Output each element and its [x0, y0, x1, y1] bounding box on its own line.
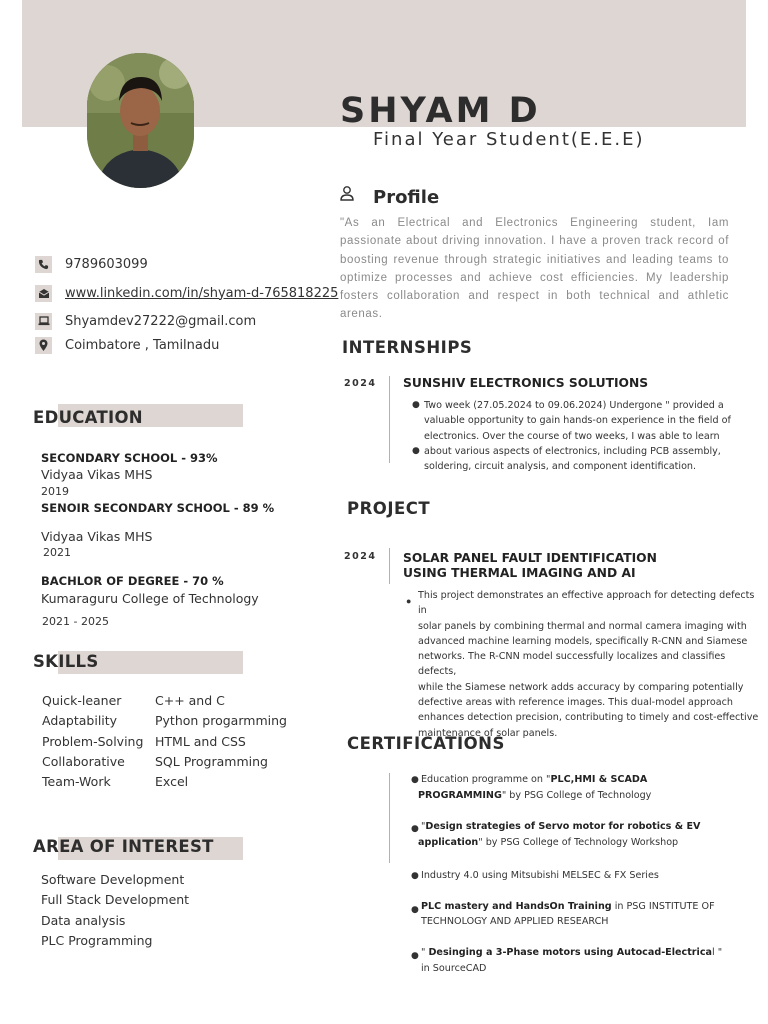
- senior-school-heading: SENOIR SECONDARY SCHOOL - 89 %: [41, 501, 275, 515]
- certification-item: [411, 899, 741, 915]
- soft-skills-list: [42, 691, 143, 792]
- cert-bold: Design strategies of Servo motor for robotics & EV: [425, 821, 701, 832]
- profile-heading: Profile: [373, 187, 440, 208]
- cert-bold: application: [418, 837, 479, 848]
- list-item: [412, 398, 754, 413]
- certifications-timeline: [389, 773, 390, 863]
- project-name-line: SOLAR PANEL FAULT IDENTIFICATION: [403, 551, 657, 565]
- bullet-dot: ●: [411, 824, 419, 834]
- internship-timeline: [389, 376, 390, 463]
- cert-text: in SourceCAD: [421, 963, 487, 974]
- certification-item: [418, 788, 738, 804]
- project-line: networks. The R-CNN model successfully localizes and classifies defects,: [418, 651, 726, 678]
- contact-email: [35, 311, 256, 331]
- cert-text: Industry 4.0 using Mitsubishi MELSEC & FX Series: [421, 870, 659, 881]
- profile-summary: "As an Electrical and Electronics Engineering student, Iam passionate about driving innovation. I have a proven track record of boosting revenue through strategic initiatives and leading teams to optimize processes and achieve cost efficiencies. My leadership fosters collaboration and respect in both technical and athletic arenas.: [340, 217, 729, 321]
- cert-bold: Desinging a 3-Phase motors using Autocad-Electrica: [428, 947, 712, 958]
- project-line: maintenance of solar panels.: [418, 727, 558, 739]
- list-item: soldering, circuit analysis, and component identification.: [424, 461, 697, 473]
- bullet-dot: ●: [411, 871, 419, 881]
- email-address[interactable]: Shyamdev27222@gmail.com: [65, 313, 257, 329]
- cert-text: " by PSG College of Technology: [501, 790, 652, 801]
- list-item: Collaborative: [42, 753, 125, 769]
- internship-line: about various aspects of electronics, including PCB assembly,: [424, 445, 721, 457]
- list-item: Python progarmming: [155, 713, 287, 729]
- secondary-school-heading: SECONDARY SCHOOL - 93%: [41, 451, 218, 465]
- profile-photo-image: [87, 53, 194, 188]
- list-item: C++ and C: [155, 693, 225, 708]
- list-item: valuable opportunity to gain hands-on experience in the field of: [424, 415, 731, 427]
- senior-school-year: 2021: [43, 546, 71, 559]
- bullet-dot: ●: [412, 400, 420, 410]
- bullet-dot: ●: [412, 445, 420, 456]
- certification-item: [411, 819, 741, 835]
- cert-bold: PLC mastery and HandsOn Training: [421, 901, 612, 912]
- project-heading: PROJECT: [347, 499, 431, 518]
- linkedin-link[interactable]: www.linkedin.com/in/shyam-d-765818225: [65, 285, 339, 301]
- bullet-dot: ●: [411, 775, 419, 785]
- secondary-school-year: 2019: [41, 485, 69, 498]
- user-icon: [339, 185, 355, 206]
- certification-item: [411, 868, 741, 884]
- project-name: [403, 551, 683, 581]
- cert-text: l ": [711, 947, 723, 958]
- skills-heading: SKILLS: [33, 652, 99, 671]
- education-heading: EDUCATION: [33, 408, 143, 427]
- list-item: Software Development: [41, 872, 185, 887]
- internship-line: Two week (27.05.2024 to 09.06.2024) Undergone " provided a: [424, 400, 724, 411]
- certification-item: [411, 945, 741, 961]
- interest-list: [41, 870, 189, 951]
- project-line: advanced machine learning models, specifically R-CNN and Siamese: [418, 635, 748, 647]
- internships-heading: INTERNSHIPS: [342, 338, 473, 357]
- certification-item: [418, 835, 738, 851]
- cert-text: ": [421, 947, 429, 958]
- internship-details: [412, 398, 754, 474]
- mail-icon: [35, 285, 52, 302]
- cert-text: " by PSG College of Technology Workshop: [478, 837, 679, 848]
- project-timeline: [389, 548, 390, 584]
- list-item: Adaptability: [42, 713, 118, 729]
- certifications-heading: CERTIFICATIONS: [347, 734, 505, 753]
- project-line: while the Siamese network adds accuracy by comparing potentially: [418, 681, 744, 693]
- cert-text: in PSG INSTITUTE OF: [611, 901, 715, 912]
- project-description: [418, 588, 760, 741]
- internship-year: 2024: [344, 378, 377, 389]
- project-line: This project demonstrates an effective approach for detecting defects in: [418, 590, 755, 617]
- project-year: 2024: [344, 551, 377, 562]
- degree-heading: BACHLOR OF DEGREE - 70 %: [41, 574, 224, 588]
- project-line: solar panels by combining thermal and normal camera imaging with: [418, 620, 747, 632]
- phone-number: 9789603099: [65, 256, 148, 272]
- cert-bold: PROGRAMMING: [418, 790, 502, 801]
- candidate-name: SHYAM D: [340, 91, 541, 131]
- cert-text: ": [421, 821, 426, 832]
- list-item: Data analysis: [41, 912, 126, 928]
- profile-photo: [87, 53, 194, 188]
- contact-phone: [35, 254, 148, 274]
- certification-item: [421, 914, 741, 930]
- degree-years: 2021 - 2025: [42, 615, 109, 628]
- cert-bold: PLC,HMI & SCADA: [550, 774, 648, 785]
- candidate-subtitle: Final Year Student(E.E.E): [373, 129, 645, 150]
- project-name-line: USING THERMAL IMAGING AND AI: [403, 566, 636, 580]
- senior-school-name: Vidyaa Vikas MHS: [41, 529, 153, 544]
- phone-icon: [35, 256, 52, 273]
- location-pin-icon: [35, 337, 52, 354]
- list-item: Excel: [155, 774, 189, 790]
- cert-text: Education programme on ": [421, 774, 551, 785]
- interest-heading: AREA OF INTEREST: [33, 837, 214, 856]
- list-item: [412, 444, 754, 459]
- list-item: Team-Work: [42, 774, 111, 790]
- certification-item: [411, 772, 741, 788]
- list-item: PLC Programming: [41, 932, 153, 948]
- list-item: Quick-leaner: [42, 693, 122, 708]
- list-item: Full Stack Development: [41, 892, 190, 908]
- secondary-school-name: Vidyaa Vikas MHS: [41, 467, 153, 482]
- certification-item: [421, 961, 741, 977]
- degree-college: Kumaraguru College of Technology: [41, 591, 259, 606]
- laptop-icon: [35, 313, 52, 330]
- project-line: enhances detection precision, contributing to timely and cost-effective: [418, 712, 759, 724]
- contact-linkedin: [35, 283, 338, 303]
- bullet-dot: ●: [406, 596, 412, 606]
- bullet-dot: ●: [411, 905, 419, 915]
- list-item: HTML and CSS: [155, 733, 246, 749]
- internship-organization: SUNSHIV ELECTRONICS SOLUTIONS: [403, 376, 649, 390]
- location-text: Coimbatore , Tamilnadu: [65, 337, 220, 353]
- project-line: defective areas with reference images. This dual-model approach: [418, 697, 733, 709]
- list-item: Problem-Solving: [42, 733, 144, 749]
- list-item: electronics. Over the course of two weeks, I was able to learn: [424, 430, 720, 442]
- contact-location: [35, 335, 219, 355]
- bullet-dot: ●: [411, 951, 419, 961]
- cert-text: TECHNOLOGY AND APPLIED RESEARCH: [421, 916, 609, 927]
- list-item: SQL Programming: [155, 753, 268, 769]
- technical-skills-list: [155, 691, 287, 792]
